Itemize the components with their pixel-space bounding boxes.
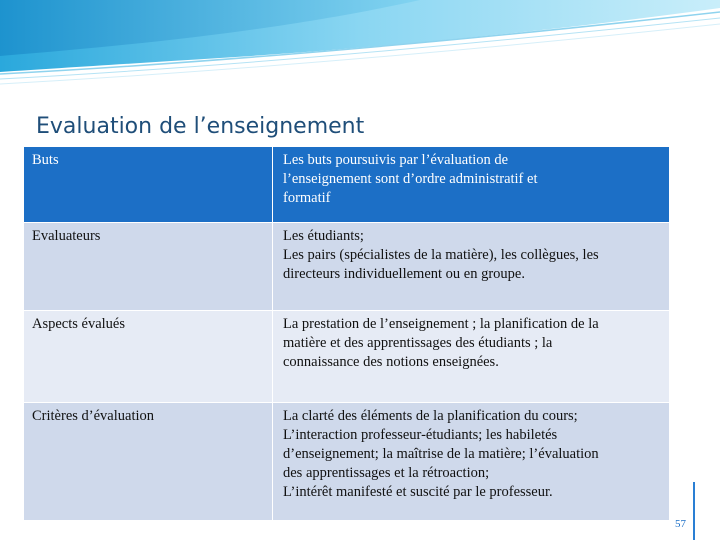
row-value-line: Les étudiants; (283, 228, 364, 244)
row-value-line: L’intérêt manifesté et suscité par le professeur. (283, 484, 553, 500)
row-value-line: Les pairs (spécialistes de la matière), les collègues, les (283, 247, 599, 263)
slide-title: Evaluation de l’enseignement (36, 114, 365, 139)
row-label: Evaluateurs (24, 223, 273, 311)
row-value-line: La clarté des éléments de la planification du cours; (283, 408, 578, 424)
row-value-line: L’interaction professeur-étudiants; les habiletés (283, 427, 558, 443)
header-wave-decoration (0, 0, 720, 90)
row-value-line: connaissance des notions enseignées. (283, 354, 499, 370)
row-value-line: l’enseignement sont d’ordre administratif et (283, 171, 538, 187)
row-value (273, 403, 670, 521)
row-value-line: des apprentissages et la rétroaction; (283, 465, 490, 481)
row-value (273, 223, 670, 311)
table-row (24, 311, 670, 403)
table-row (24, 223, 670, 311)
row-label: Critères d’évaluation (24, 403, 273, 521)
table-row (24, 147, 670, 223)
page-number: 57 (675, 518, 686, 530)
row-value (273, 311, 670, 403)
row-value-line: d’enseignement; la maîtrise de la matière; l’évaluation (283, 446, 599, 462)
row-value (273, 147, 670, 223)
row-value-line: Les buts poursuivis par l’évaluation de (283, 152, 509, 168)
evaluation-table (23, 146, 670, 521)
page-divider (693, 482, 695, 540)
table-row (24, 403, 670, 521)
row-value-line: La prestation de l’enseignement ; la planification de la (283, 316, 599, 332)
row-label: Aspects évalués (24, 311, 273, 403)
row-value-line: formatif (283, 190, 331, 206)
row-label: Buts (24, 147, 273, 223)
row-value-line: directeurs individuellement ou en groupe. (283, 266, 525, 282)
row-value-line: matière et des apprentissages des étudiants ; la (283, 335, 553, 351)
